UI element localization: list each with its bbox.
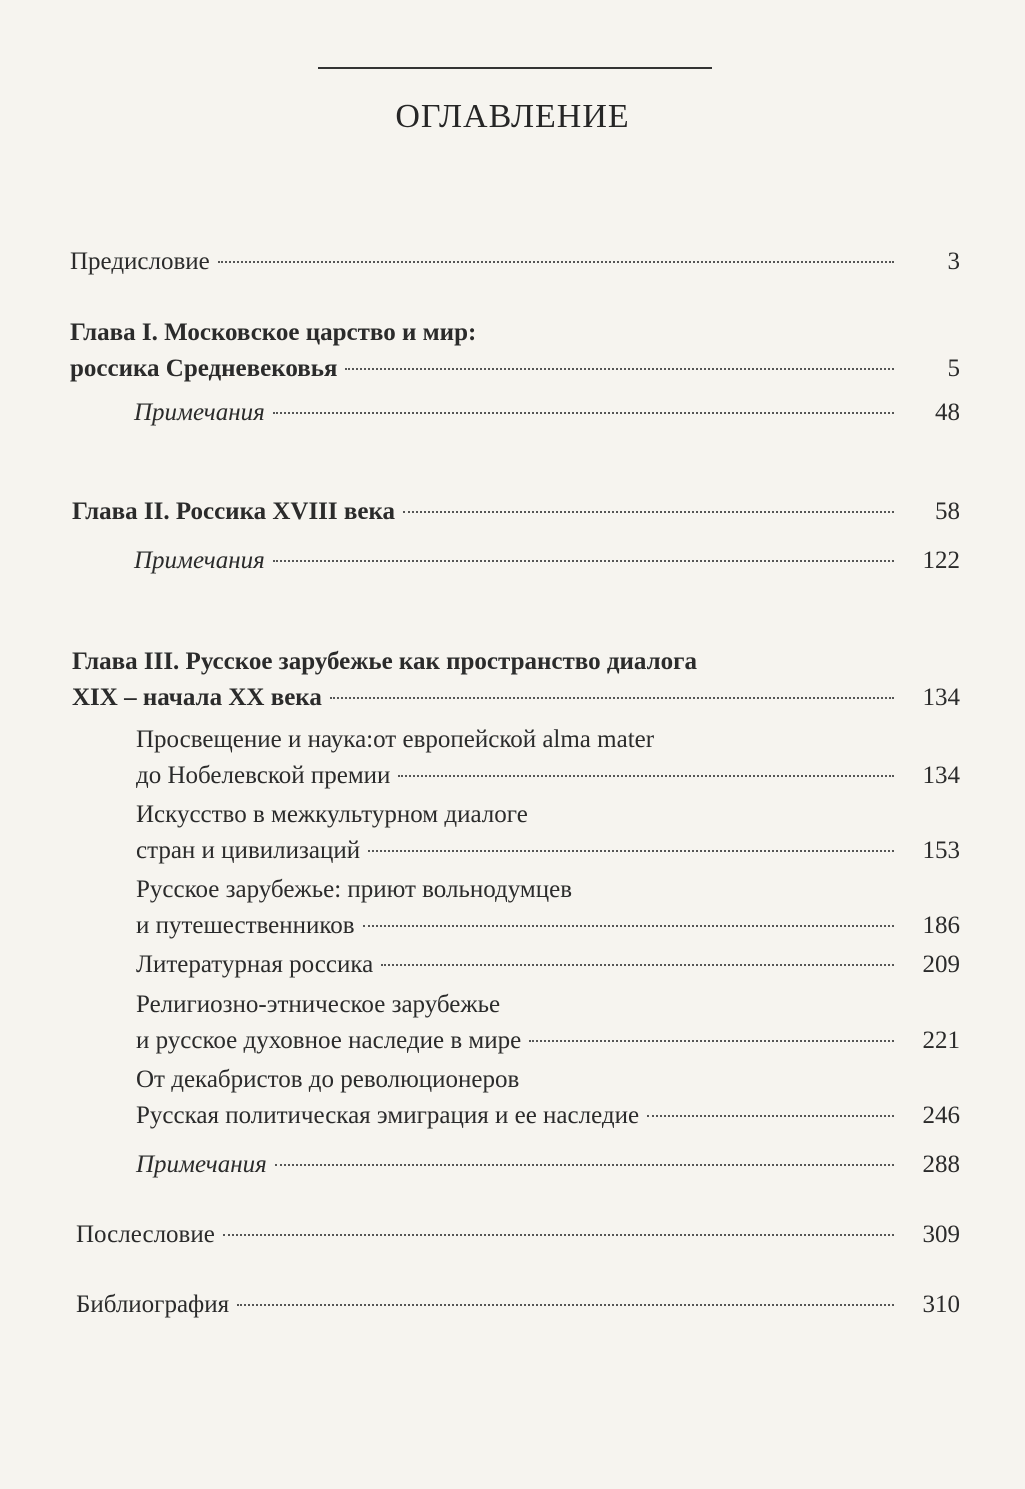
page-number: 209 — [922, 951, 960, 978]
toc-entry-section-religion — [136, 987, 960, 1059]
toc-entry-section-art — [136, 797, 960, 869]
entry-title: Предисловие — [70, 248, 210, 275]
page-number: 310 — [922, 1291, 960, 1318]
toc-entry-preface — [70, 244, 960, 280]
entry-title: Просвещение и наука:от европейской alma mater — [136, 726, 655, 753]
entry-title-cont: россика Средневековья — [70, 355, 338, 382]
entry-title-cont: и путешественников — [136, 912, 355, 939]
toc-entry-notes-2 — [134, 543, 960, 579]
dot-leader — [237, 1304, 894, 1306]
page-number: 153 — [922, 837, 960, 864]
dot-leader — [403, 511, 894, 513]
dot-leader — [368, 850, 894, 852]
page-number: 288 — [922, 1151, 960, 1178]
dot-leader — [345, 368, 894, 370]
dot-leader — [218, 261, 894, 263]
toc-entry-chapter-1 — [70, 315, 960, 387]
top-rule — [318, 67, 712, 69]
entry-title: Литературная россика — [136, 951, 374, 978]
dot-leader — [529, 1040, 894, 1042]
entry-title: Русское зарубежье: приют вольнодумцев — [136, 876, 572, 903]
page-number: 3 — [947, 248, 960, 275]
toc-entry-afterword — [76, 1217, 960, 1253]
page-title: ОГЛАВЛЕНИЕ — [395, 98, 630, 135]
page-number: 221 — [922, 1027, 960, 1054]
page-number: 48 — [935, 399, 960, 426]
entry-title-cont: до Нобелевской премии — [136, 762, 391, 789]
dot-leader — [273, 412, 894, 414]
entry-title: Искусство в межкультурном диалоге — [136, 801, 528, 828]
toc-entry-bibliography — [76, 1287, 960, 1323]
entry-title-cont: XIX – начала XX века — [72, 684, 322, 711]
dot-leader — [398, 775, 894, 777]
toc-entry-notes-1 — [134, 395, 960, 431]
page-number: 58 — [935, 498, 960, 525]
toc-entry-chapter-3 — [72, 644, 960, 716]
entry-title: Глава III. Русское зарубежье как пространство диалога — [72, 648, 697, 675]
toc-entry-section-enlightenment — [136, 722, 960, 794]
entry-title: Религиозно-этническое зарубежье — [136, 991, 501, 1018]
entry-title-cont: стран и цивилизаций — [136, 837, 361, 864]
toc-entry-section-emigration — [136, 872, 960, 944]
entry-title: Примечания — [136, 1151, 267, 1178]
dot-leader — [223, 1234, 894, 1236]
page-number: 246 — [922, 1102, 960, 1129]
entry-title: От декабристов до революционеров — [136, 1066, 520, 1093]
toc-entry-chapter-2 — [72, 494, 960, 530]
dot-leader — [647, 1115, 894, 1117]
dot-leader — [273, 560, 894, 562]
page-number: 134 — [922, 684, 960, 711]
dot-leader — [275, 1164, 894, 1166]
dot-leader — [381, 964, 894, 966]
entry-title: Послесловие — [76, 1221, 215, 1248]
entry-title: Глава I. Московское царство и мир: — [70, 319, 477, 346]
entry-title: Примечания — [134, 547, 265, 574]
dot-leader — [330, 697, 894, 699]
page-number: 134 — [922, 762, 960, 789]
entry-title: Библиография — [76, 1291, 230, 1318]
entry-title: Глава II. Россика XVIII века — [72, 498, 396, 525]
dot-leader — [363, 925, 894, 927]
page-number: 122 — [922, 547, 960, 574]
toc-entry-section-decembrists — [136, 1062, 960, 1134]
entry-title-cont: Русская политическая эмиграция и ее наследие — [136, 1102, 640, 1129]
page-number: 186 — [922, 912, 960, 939]
entry-title-cont: и русское духовное наследие в мире — [136, 1027, 522, 1054]
toc-entry-notes-3 — [136, 1147, 960, 1183]
toc-entry-section-literature — [136, 947, 960, 983]
page-number: 5 — [947, 355, 960, 382]
page-number: 309 — [922, 1221, 960, 1248]
entry-title: Примечания — [134, 399, 265, 426]
